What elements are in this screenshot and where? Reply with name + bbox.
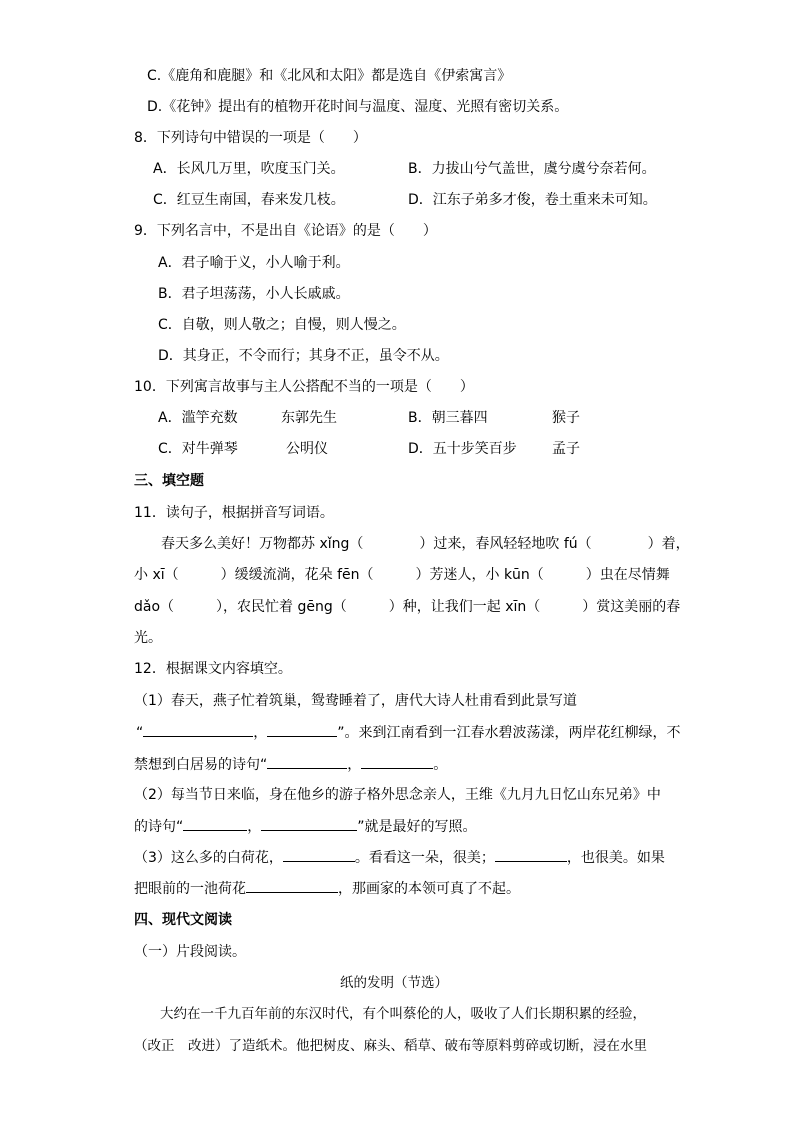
q9-stem: 9．下列名言中，不是出自《论语》的是（ ） <box>134 223 437 239</box>
answer-blank[interactable] <box>361 754 433 769</box>
tail-text: ，那画家的本领可真了不起。 <box>338 881 520 897</box>
continuation-text: ”。来到江南看到一江春水碧波荡漾，两岸花红柳绿，不 <box>337 725 681 741</box>
q10-d-person: 孟子 <box>552 441 580 457</box>
q12-part1-line2 <box>136 722 681 743</box>
continuation-text: ”就是最好的写照。 <box>357 819 477 835</box>
q10-b-person: 猴子 <box>552 410 580 426</box>
q10-a-story: A．滥竽充数 <box>158 410 238 426</box>
q11-stem: 11．读句子，根据拼音写词语。 <box>134 505 334 521</box>
passage-line-1: 大约在一千九百年前的东汉时代，有个叫蔡伦的人，吸收了人们长期积累的经验， <box>160 1006 646 1022</box>
answer-blank[interactable] <box>267 722 337 737</box>
lead-text: 的诗句“ <box>134 819 184 835</box>
answer-blank[interactable] <box>183 816 247 831</box>
q12-part1-line3 <box>134 754 447 775</box>
q10-a-person: 东郭先生 <box>281 410 337 426</box>
q9-option-b: B．君子坦荡荡，小人长戚戚。 <box>158 286 350 302</box>
q11-line-1: 春天多么美好！万物都苏 xǐng（ ）过来，春风轻轻地吹 fú（ ）着， <box>161 536 690 552</box>
q12-part3-line1 <box>134 847 665 868</box>
q11-line-3: dǎo（ ），农民忙着 gēng（ ）种，让我们一起 xīn（ ）赏这美丽的春 <box>134 599 681 615</box>
comma: ， <box>347 757 362 773</box>
q9-option-d: D．其身正，不令而行；其身不正，虽令不从。 <box>158 348 449 364</box>
q7-option-d: D.《花钟》提出有的植物开花时间与温度、湿度、光照有密切关系。 <box>147 99 569 115</box>
answer-blank[interactable] <box>495 847 567 862</box>
section-heading-reading: 四、现代文阅读 <box>134 912 232 928</box>
q12-stem: 12．根据课文内容填空。 <box>134 661 292 677</box>
q8-option-a: A．长风几万里，吹度玉门关。 <box>153 161 345 177</box>
q7-option-c: C.《鹿角和鹿腿》和《北风和太阳》都是选自《伊索寓言》 <box>147 68 512 84</box>
q10-c-story: C．对牛弹琴 <box>158 441 238 457</box>
answer-blank[interactable] <box>267 754 347 769</box>
comma: ， <box>247 819 262 835</box>
q10-b-story: B．朝三暮四 <box>408 410 488 426</box>
q9-option-a: A．君子喻于义，小人喻于利。 <box>158 255 350 271</box>
answer-blank[interactable] <box>283 847 355 862</box>
answer-blank[interactable] <box>246 878 338 893</box>
subsection-heading: （一）片段阅读。 <box>134 944 246 960</box>
q9-option-c: C．自敬，则人敬之；自慢，则人慢之。 <box>158 317 406 333</box>
passage-title: 纸的发明（节选） <box>340 975 448 991</box>
answer-blank[interactable] <box>143 722 253 737</box>
q12-part3-line2 <box>134 878 520 899</box>
q8-option-d: D．江东子弟多才俊，卷土重来未可知。 <box>408 192 657 208</box>
q12-part1-line1: （1）春天，燕子忙着筑巢，鸳鸯睡着了，唐代大诗人杜甫看到此景写道 <box>134 693 577 709</box>
q10-c-person: 公明仪 <box>286 441 328 457</box>
q10-d-story: D．五十步笑百步 <box>408 441 517 457</box>
lead-text: 把眼前的一池荷花 <box>134 881 246 897</box>
mid-text: 。看看这一朵，很美； <box>354 850 495 866</box>
tail-text: ，也很美。如果 <box>566 850 665 866</box>
q8-option-c: C．红豆生南国，春来发几枝。 <box>153 192 345 208</box>
lead-text: （3）这么多的白荷花， <box>134 850 283 866</box>
q12-part2-line1: （2）每当节日来临，身在他乡的游子格外思念亲人，王维《九月九日忆山东兄弟》中 <box>134 787 661 803</box>
section-heading-fill-in: 三、填空题 <box>134 473 204 489</box>
q8-option-b: B．力拔山兮气盖世，虞兮虞兮奈若何。 <box>408 161 656 177</box>
q11-line-4: 光。 <box>134 630 162 646</box>
q11-line-2: 小 xī（ ）缓缓流淌，花朵 fēn（ ）芳迷人，小 kūn（ ）虫在尽情舞 <box>134 567 670 583</box>
q12-part2-line2 <box>134 816 477 837</box>
open-quote: “ <box>136 725 144 741</box>
comma: ， <box>253 725 268 741</box>
answer-blank[interactable] <box>261 816 357 831</box>
q8-stem: 8．下列诗句中错误的一项是（ ） <box>134 130 367 146</box>
period: 。 <box>433 757 448 773</box>
lead-text: 禁想到白居易的诗句“ <box>134 757 268 773</box>
q10-stem: 10．下列寓言故事与主人公搭配不当的一项是（ ） <box>134 379 474 395</box>
passage-line-2: （改正 改进）了造纸术。他把树皮、麻头、稻草、破布等原料剪碎或切断，浸在水里 <box>134 1038 647 1054</box>
